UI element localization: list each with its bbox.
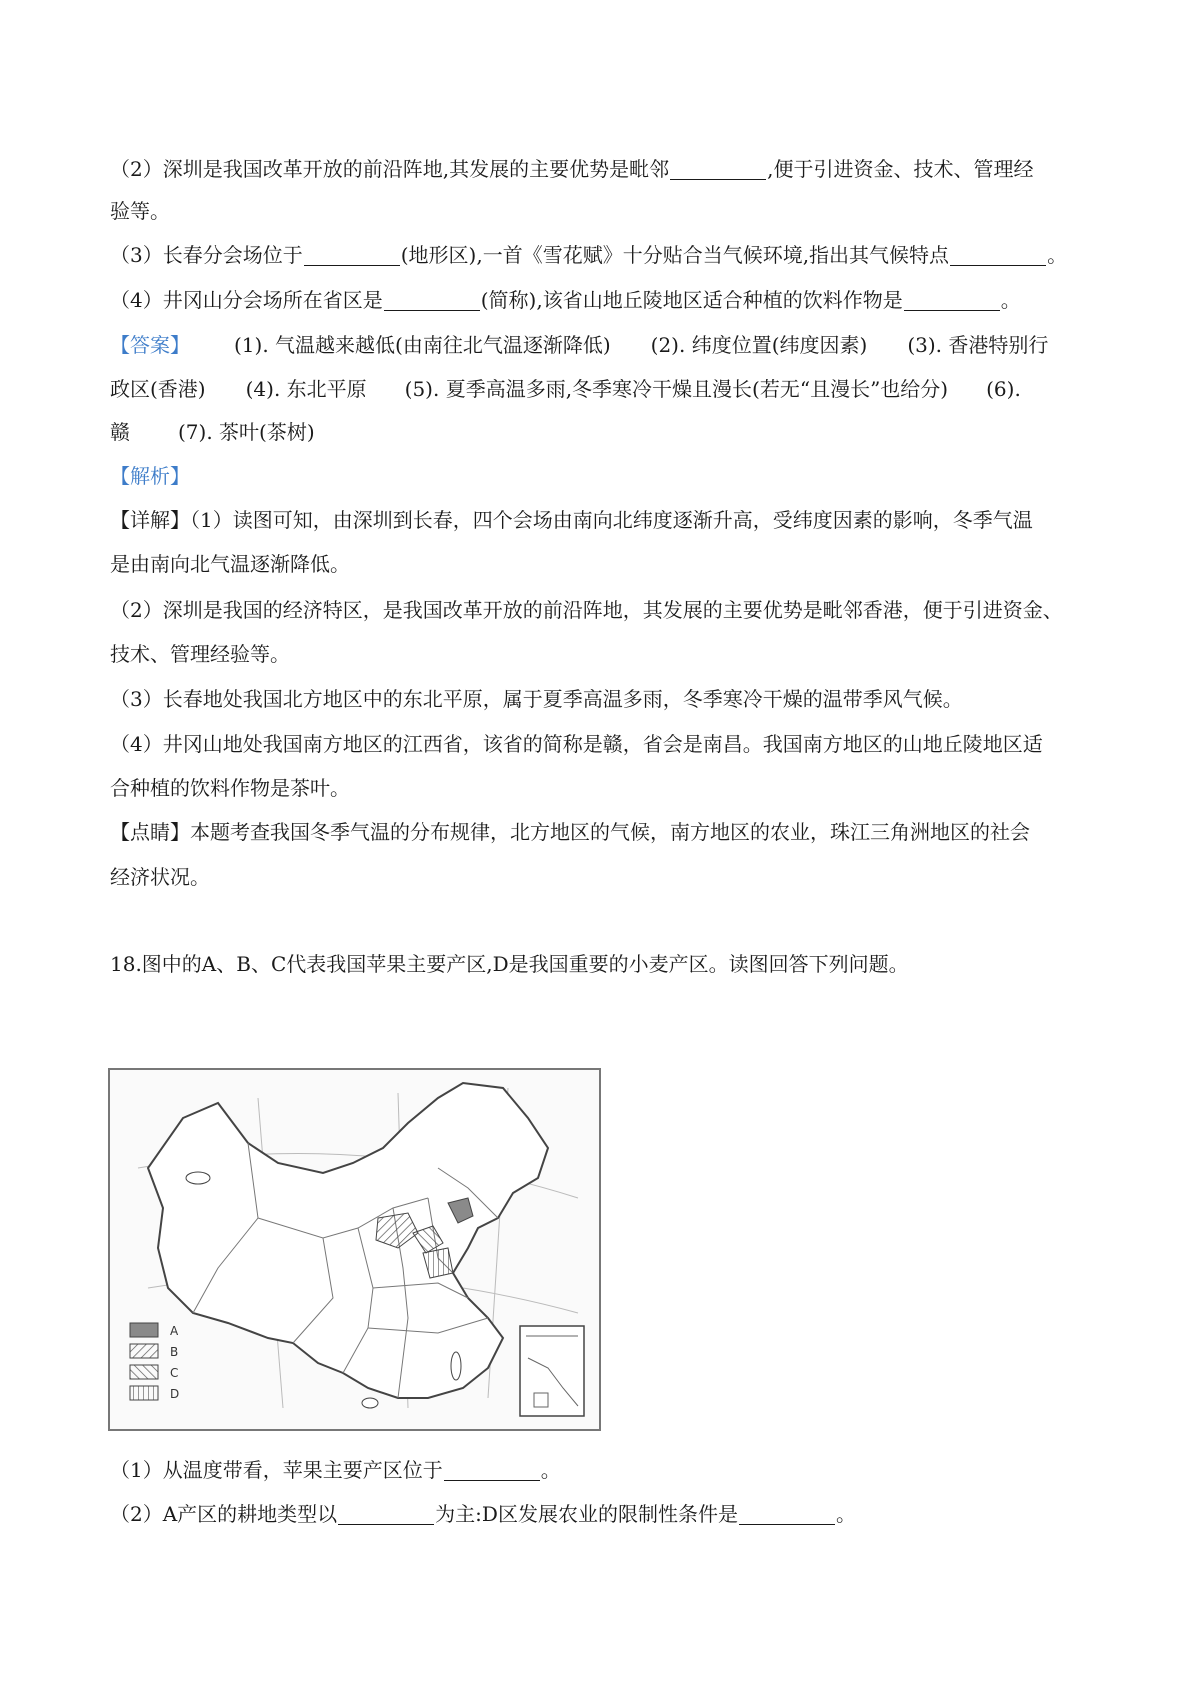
q18-stem: 18.图中的A、B、C代表我国苹果主要产区,D是我国重要的小麦产区。读图回答下列问题。 — [110, 952, 909, 976]
detail-line2: 是由南向北气温逐渐降低。 — [110, 552, 350, 576]
detail-line6: （4）井冈山地处我国南方地区的江西省，该省的简称是赣，省会是南昌。我国南方地区的山地丘陵地区适 — [110, 732, 1043, 756]
answer-item-5: (5). 夏季高温多雨,冬季寒冷干燥且漫长(若无“且漫长”也给分) — [404, 377, 949, 401]
lake — [186, 1172, 210, 1184]
answer-blank[interactable] — [739, 1504, 835, 1525]
legend-swatch-c — [130, 1365, 158, 1379]
answer-item-6b: 赣 — [110, 420, 130, 444]
hainan-island — [362, 1398, 378, 1408]
answer-blank[interactable] — [384, 290, 480, 311]
answer-item-6a: (6). — [986, 377, 1021, 401]
south-sea-inset — [520, 1326, 584, 1416]
answer-line2 — [110, 375, 1021, 403]
legend-swatch-d — [130, 1386, 158, 1400]
analysis-tag: 【解析】 — [110, 464, 190, 488]
comment-line2: 经济状况。 — [110, 865, 210, 889]
q17-part2-text-b: ,便于引进资金、技术、管理经 — [767, 157, 1034, 181]
q17-part4-text-a: （4）井冈山分会场所在省区是 — [110, 288, 383, 312]
q17-part2-line2 — [110, 197, 170, 225]
answer-blank[interactable] — [304, 245, 400, 266]
q17-part4-text-b: (简称),该省山地丘陵地区适合种植的饮料作物是 — [480, 288, 903, 312]
detail-line1: 【详解】（1）读图可知，由深圳到长春，四个会场由南向北纬度逐渐升高，受纬度因素的影响，冬季气温 — [110, 508, 1033, 532]
answer-line3 — [110, 418, 315, 446]
answer-blank[interactable] — [338, 1504, 434, 1525]
legend-swatch-b — [130, 1344, 158, 1358]
legend-label-c: C — [170, 1366, 179, 1380]
detail-line7: 合种植的饮料作物是茶叶。 — [110, 776, 350, 800]
answer-blank[interactable] — [444, 1460, 540, 1481]
legend-label-b: B — [170, 1345, 179, 1359]
q17-part3-line — [110, 241, 1067, 269]
analysis-heading — [110, 462, 190, 490]
q18-part2-text-a: （2）A产区的耕地类型以 — [110, 1502, 338, 1526]
legend-label-d: D — [170, 1387, 180, 1401]
q18-part2-text-c: 。 — [835, 1502, 856, 1526]
q18-part1-line — [110, 1456, 561, 1484]
answer-item-3b: 政区(香港) — [110, 377, 206, 401]
q17-part2-line1 — [110, 155, 1033, 183]
detail-line3: （2）深圳是我国的经济特区，是我国改革开放的前沿阵地，其发展的主要优势是毗邻香港，便于引进资金、 — [110, 598, 1063, 622]
answer-item-7: (7). 茶叶(茶树) — [178, 420, 315, 444]
detail-line4: 技术、管理经验等。 — [110, 642, 290, 666]
q18-part2-line — [110, 1500, 856, 1528]
q17-part4-line — [110, 286, 1021, 314]
q17-part3-text-a: （3）长春分会场位于 — [110, 243, 303, 267]
answer-item-1: (1). 气温越来越低(由南往北气温逐渐降低) — [234, 333, 611, 357]
legend-swatch-a — [130, 1323, 158, 1337]
answer-blank[interactable] — [670, 159, 766, 180]
answer-line1 — [110, 331, 1048, 359]
q17-part2-text-c: 验等。 — [110, 199, 170, 223]
answer-blank[interactable] — [904, 290, 1000, 311]
answer-item-3a: (3). 香港特别行 — [907, 333, 1049, 357]
q17-part3-text-b: (地形区),一首《雪花赋》十分贴合当气候环境,指出其气候特点 — [400, 243, 950, 267]
answer-item-4: (4). 东北平原 — [245, 377, 367, 401]
comment-line1: 【点睛】本题考查我国冬季气温的分布规律，北方地区的气候，南方地区的农业，珠江三角洲地区的社会 — [110, 820, 1030, 844]
answer-tag: 【答案】 — [110, 333, 190, 357]
answer-item-2: (2). 纬度位置(纬度因素) — [650, 333, 868, 357]
q18-part2-text-b: 为主:D区发展农业的限制性条件是 — [435, 1502, 738, 1526]
china-apple-region-map — [108, 1068, 601, 1431]
q18-part1-text-a: （1）从温度带看，苹果主要产区位于 — [110, 1458, 443, 1482]
q17-part3-text-c: 。 — [1047, 243, 1068, 267]
detail-line5: （3）长春地处我国北方地区中的东北平原，属于夏季高温多雨，冬季寒冷干燥的温带季风气候。 — [110, 687, 963, 711]
q18-part1-text-b: 。 — [540, 1458, 561, 1482]
answer-blank[interactable] — [950, 245, 1046, 266]
legend-label-a: A — [170, 1324, 179, 1338]
taiwan-island — [451, 1352, 461, 1380]
q17-part4-text-c: 。 — [1000, 288, 1021, 312]
q17-part2-text-a: （2）深圳是我国改革开放的前沿阵地,其发展的主要优势是毗邻 — [110, 157, 670, 181]
